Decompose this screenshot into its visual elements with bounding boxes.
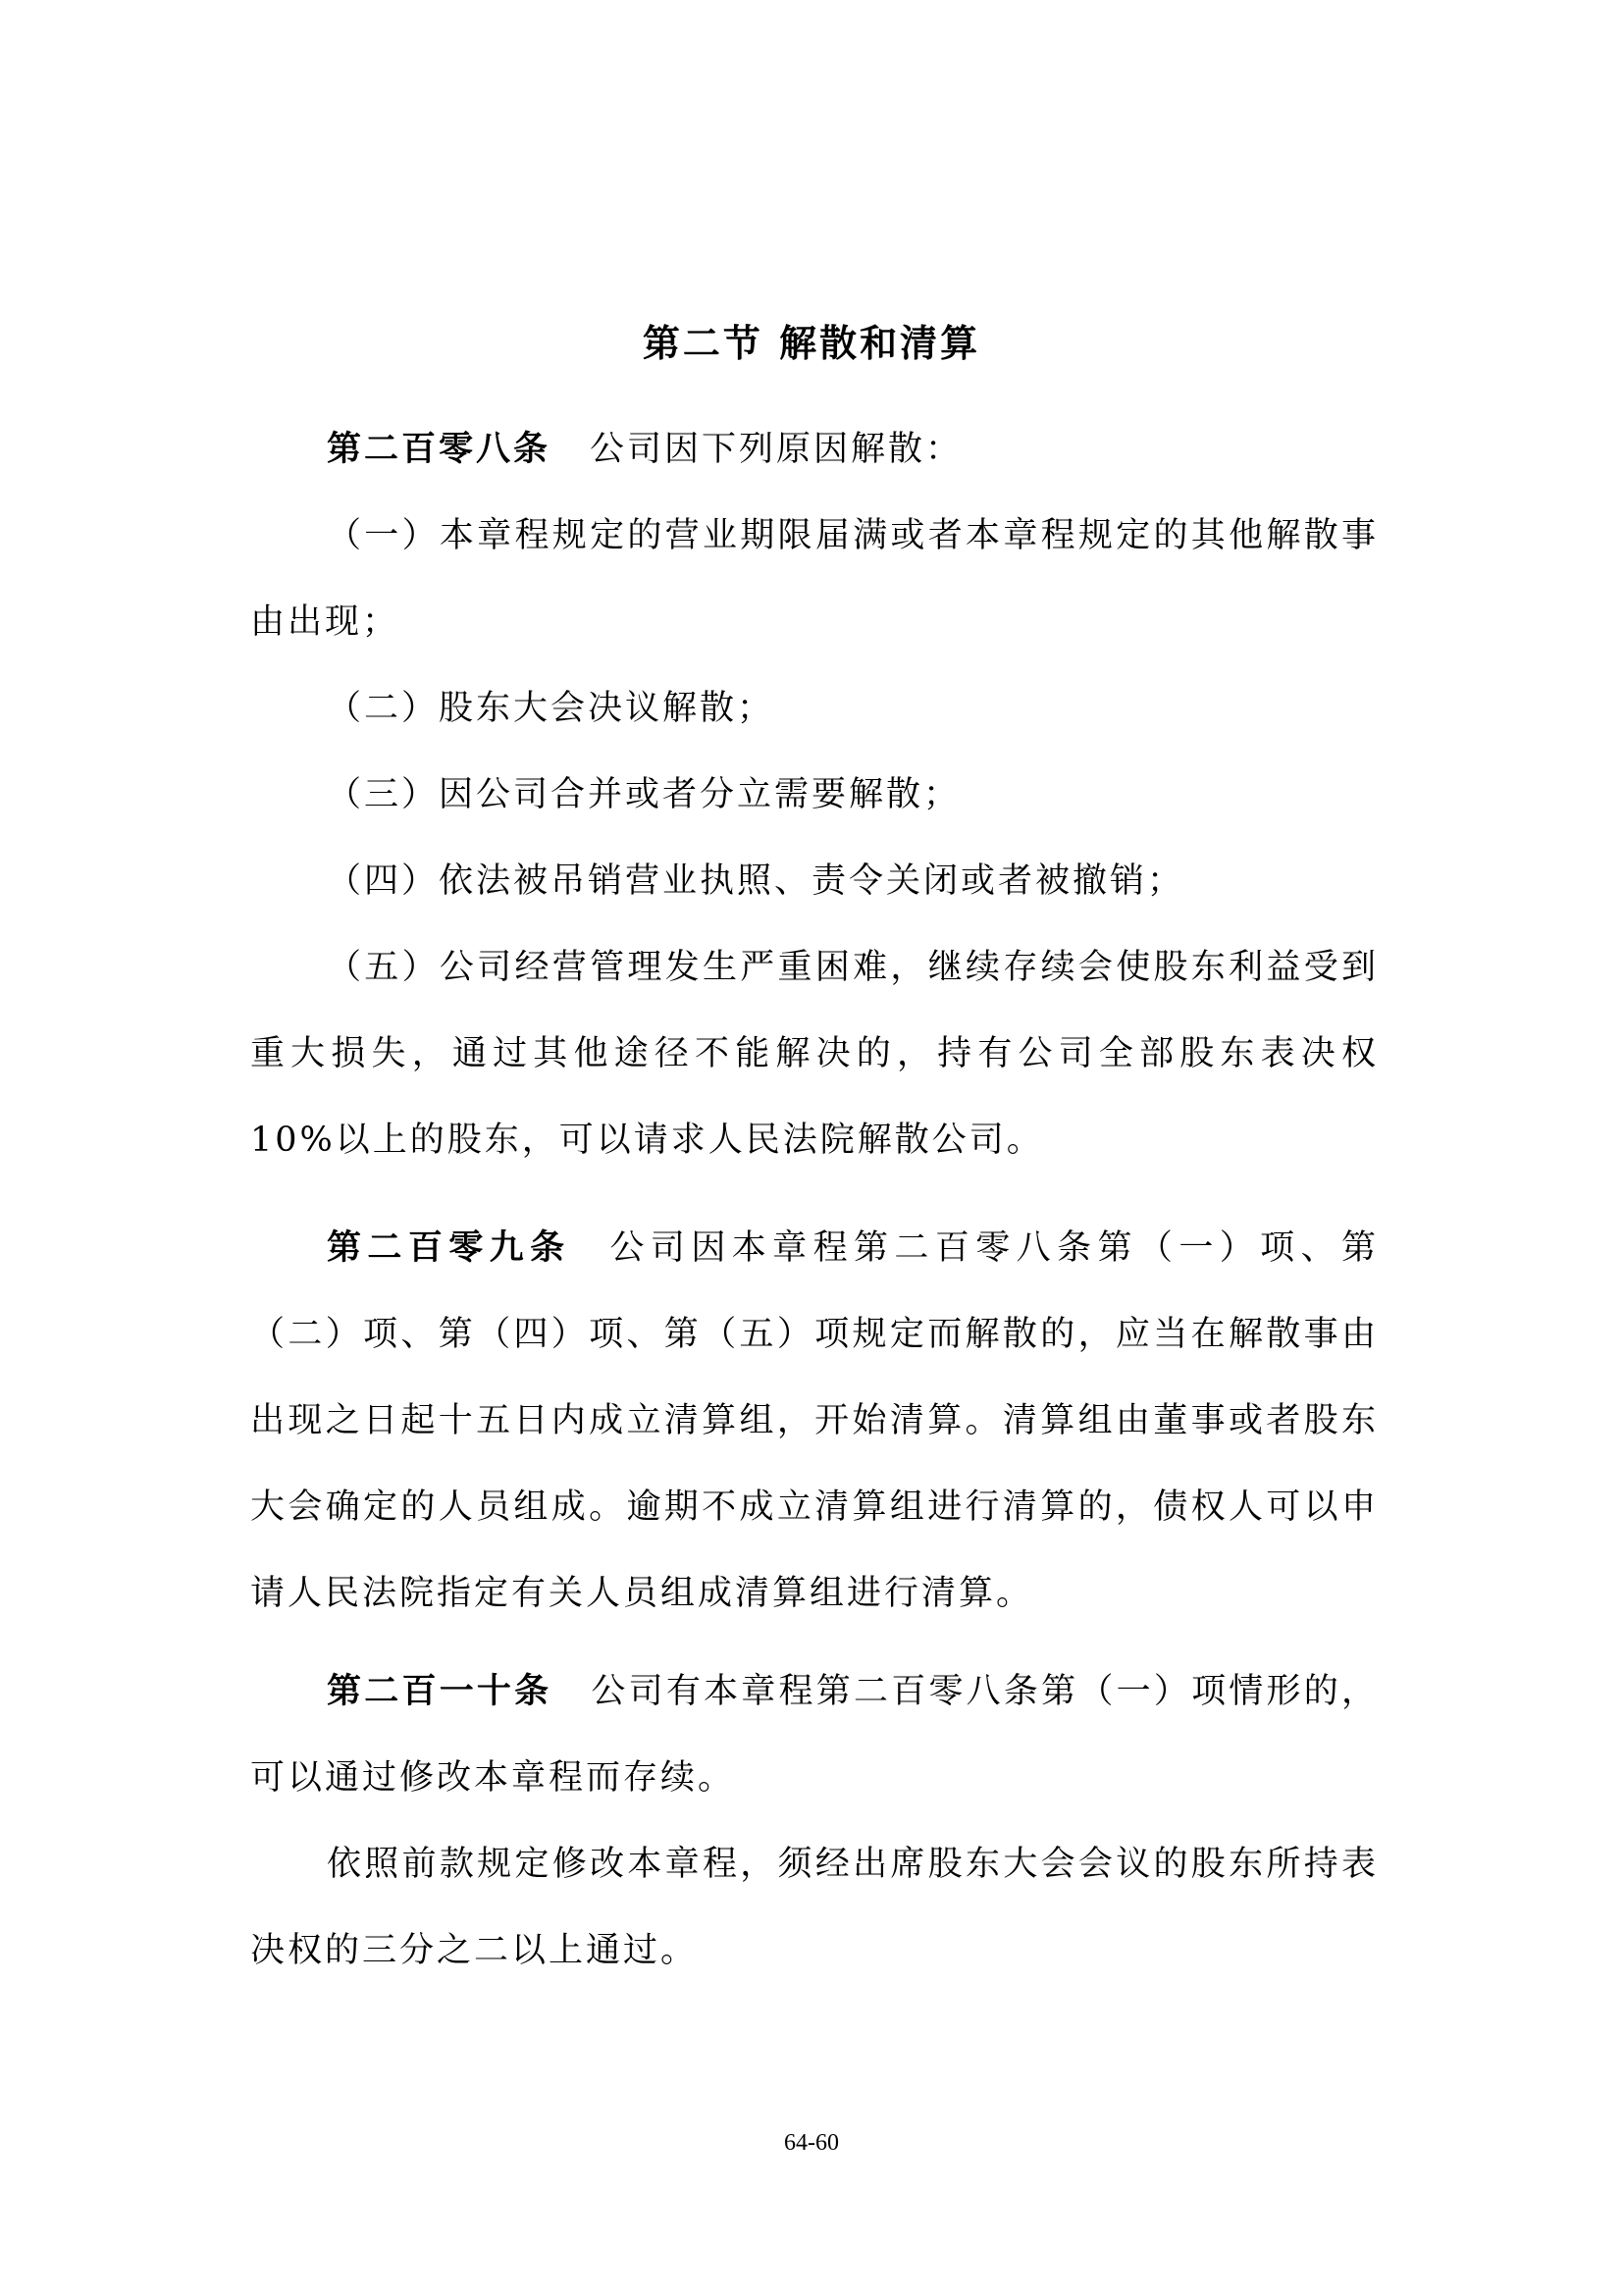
article-210-text: 公司有本章程第二百零八条第（一）项情形的，可以通过修改本章程而存续。 (250, 1672, 1379, 1798)
article-208-text: 公司因下列原因解散： (590, 430, 964, 469)
article-209-text: 公司因本章程第二百零八条第（一）项、第（二）项、第（四）项、第（五）项规定而解散的，应当在解散事由出现之日起十五日内成立清算组，开始清算。清算组由董事或者股东大会确定的人员组成。逾期不成立清算组进行清算的，债权人可以申请人民法院指定有关人员组成清算组进行清算。 (250, 1228, 1379, 1613)
section-title: 第二节 解散和清算 (642, 321, 981, 365)
article-209-label: 第二百零九条 (327, 1227, 571, 1268)
article-208-item-1: （一）本章程规定的营业期限届满或者本章程规定的其他解散事由出现； (250, 516, 1379, 642)
article-208-label: 第二百零八条 (327, 429, 551, 469)
article-209 (250, 1205, 1379, 1637)
page-number: 64-60 (784, 2130, 839, 2156)
article-208-item-2: （二）股东大会决议解散； (327, 689, 775, 728)
article-208-item-5: （五）公司经营管理发生严重困难，继续存续会使股东利益受到重大损失，通过其他途径不能解决的，持有公司全部股东表决权 10%以上的股东，可以请求人民法院解散公司。 (250, 948, 1379, 1160)
article-208-item-3: （三）因公司合并或者分立需要解散； (327, 775, 962, 814)
article-210 (250, 1648, 1379, 1821)
article-210-paragraph-2: 依照前款规定修改本章程，须经出席股东大会会议的股东所持表决权的三分之二以上通过。 (250, 1845, 1379, 1970)
article-210-label: 第二百一十条 (327, 1671, 552, 1711)
article-208-heading (250, 406, 1379, 493)
article-208-item-4: （四）依法被吊销营业执照、责令关闭或者被撤销； (327, 861, 1185, 901)
